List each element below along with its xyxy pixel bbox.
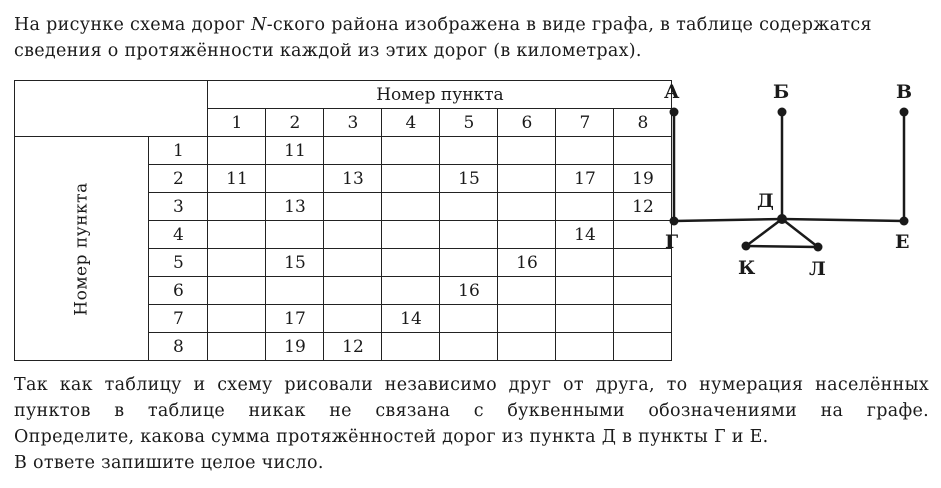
- distance-cell: 13: [324, 165, 382, 193]
- distance-cell: [498, 193, 556, 221]
- distance-cell: [208, 193, 266, 221]
- label-G: Г: [665, 231, 679, 253]
- column-number: 6: [498, 109, 556, 137]
- distance-cell: 15: [266, 249, 324, 277]
- distance-cell: [556, 277, 614, 305]
- distance-cell: [440, 305, 498, 333]
- intro-line-1: [14, 12, 929, 38]
- distance-cell: 11: [266, 137, 324, 165]
- outro-line-3: Определите, какова сумма протяжённостей дорог из пункта Д в пункты Г и Е.: [14, 427, 769, 447]
- distance-cell: 17: [266, 305, 324, 333]
- node-V: [900, 108, 909, 117]
- node-L: [814, 243, 823, 252]
- distance-cell: [382, 221, 440, 249]
- label-K: К: [738, 257, 756, 279]
- row-number: 3: [149, 193, 208, 221]
- distance-cell: [498, 137, 556, 165]
- road-graph: [640, 70, 930, 290]
- row-number: 4: [149, 221, 208, 249]
- node-A: [670, 108, 679, 117]
- distance-cell: 11: [208, 165, 266, 193]
- distance-cell: [556, 137, 614, 165]
- distance-cell: [382, 249, 440, 277]
- distance-cell: 14: [382, 305, 440, 333]
- column-number: 1: [208, 109, 266, 137]
- column-header: Номер пункта: [208, 81, 672, 109]
- distance-cell: [324, 137, 382, 165]
- distance-cell: [440, 249, 498, 277]
- column-number: 4: [382, 109, 440, 137]
- distance-cell: 12: [614, 193, 672, 221]
- outro-line-4: В ответе запишите целое число.: [14, 453, 324, 473]
- distance-cell: 14: [556, 221, 614, 249]
- row-number: 2: [149, 165, 208, 193]
- distance-cell: [324, 305, 382, 333]
- distance-cell: [382, 193, 440, 221]
- distance-cell: [498, 165, 556, 193]
- distance-cell: [324, 277, 382, 305]
- label-B: Б: [773, 81, 790, 103]
- table-corner: [15, 81, 208, 137]
- node-E: [900, 217, 909, 226]
- column-number: 7: [556, 109, 614, 137]
- distance-cell: [208, 277, 266, 305]
- table-row: [15, 137, 672, 165]
- label-A: А: [664, 81, 680, 103]
- edge-D-K: [746, 219, 782, 246]
- label-L: Л: [809, 258, 826, 280]
- distance-cell: [498, 305, 556, 333]
- edge-G-D: [674, 219, 782, 221]
- intro-italic-n: N: [251, 15, 267, 35]
- distance-cell: [208, 333, 266, 361]
- distance-cell: [440, 333, 498, 361]
- label-V: В: [896, 81, 913, 103]
- distance-cell: [208, 305, 266, 333]
- column-number: 2: [266, 109, 324, 137]
- node-D: [777, 214, 787, 224]
- distance-cell: [324, 249, 382, 277]
- edge-D-L: [782, 219, 818, 247]
- distance-cell: 16: [498, 249, 556, 277]
- column-number: 3: [324, 109, 382, 137]
- node-B: [778, 108, 787, 117]
- row-number: 8: [149, 333, 208, 361]
- distance-cell: [556, 333, 614, 361]
- edge-D-E: [782, 219, 904, 221]
- node-G: [670, 217, 679, 226]
- node-K: [742, 242, 751, 251]
- intro-line-2: сведения о протяжённости каждой из этих дорог (в километрах).: [14, 41, 642, 61]
- distance-cell: [382, 277, 440, 305]
- row-header: [15, 137, 149, 361]
- distance-cell: [556, 249, 614, 277]
- distance-cell: [440, 221, 498, 249]
- problem-intro: [14, 12, 929, 64]
- outro-line-2: пунктов в таблице никак не связана с буквенными обозначениями на графе.: [14, 401, 929, 421]
- row-number: 6: [149, 277, 208, 305]
- distance-cell: 13: [266, 193, 324, 221]
- distance-cell: [208, 137, 266, 165]
- column-number: 8: [614, 109, 672, 137]
- distance-cell: 19: [614, 165, 672, 193]
- distance-cell: [324, 193, 382, 221]
- distance-cell: 17: [556, 165, 614, 193]
- distance-cell: [208, 249, 266, 277]
- distance-cell: [382, 333, 440, 361]
- distance-cell: 16: [440, 277, 498, 305]
- intro-text-a: На рисунке схема дорог: [14, 15, 252, 35]
- label-E: Е: [895, 231, 910, 253]
- distance-cell: [266, 165, 324, 193]
- distance-cell: [498, 277, 556, 305]
- distance-cell: [266, 277, 324, 305]
- distance-cell: [556, 193, 614, 221]
- intro-text-b: -ского района изображена в виде графа, в таблице содержатся: [266, 15, 872, 35]
- distance-cell: [208, 221, 266, 249]
- row-number: 5: [149, 249, 208, 277]
- distance-cell: 15: [440, 165, 498, 193]
- distance-cell: [498, 221, 556, 249]
- row-number: 7: [149, 305, 208, 333]
- column-number: 5: [440, 109, 498, 137]
- problem-question: [14, 372, 929, 476]
- distance-cell: [440, 137, 498, 165]
- graph-edges: [674, 112, 904, 247]
- row-number: 1: [149, 137, 208, 165]
- label-D: Д: [757, 190, 774, 212]
- distance-cell: 12: [324, 333, 382, 361]
- distance-cell: [440, 193, 498, 221]
- distance-cell: [614, 305, 672, 333]
- distance-cell: [324, 221, 382, 249]
- distance-cell: [498, 333, 556, 361]
- distance-cell: [382, 137, 440, 165]
- distance-cell: [556, 305, 614, 333]
- graph-nodes: [670, 108, 909, 252]
- distance-cell: [266, 221, 324, 249]
- distance-cell: 19: [266, 333, 324, 361]
- distance-cell: [382, 165, 440, 193]
- outro-line-1: Так как таблицу и схему рисовали независимо друг от друга, то нумерация населённых: [14, 375, 929, 395]
- distance-table: [14, 80, 672, 361]
- edge-K-L: [746, 246, 818, 247]
- row-header-label: Номер пункта: [71, 181, 92, 316]
- distance-cell: [614, 333, 672, 361]
